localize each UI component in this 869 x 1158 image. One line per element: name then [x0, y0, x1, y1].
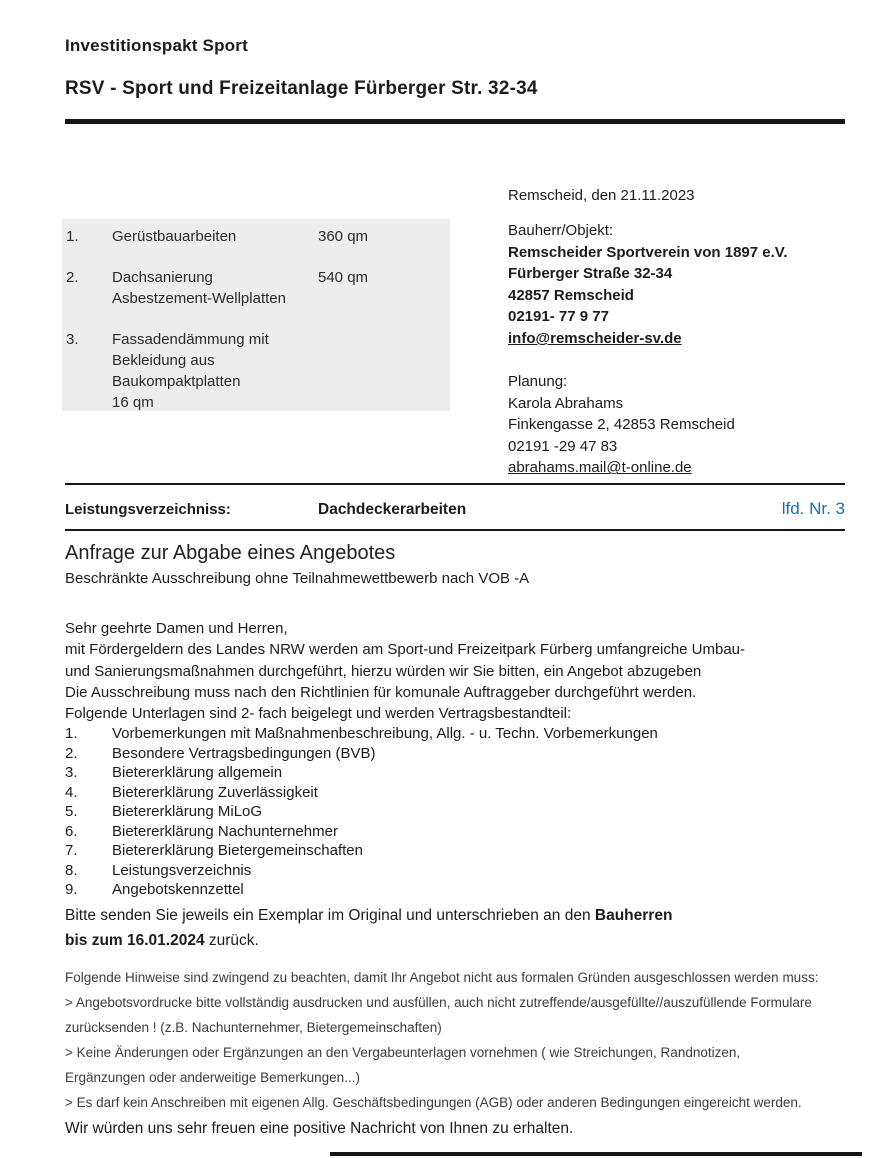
- return-note-text: zurück.: [204, 932, 259, 949]
- attachment-item: 1. Vorbemerkungen mit Maßnahmenbeschreibung, Allg. - u. Techn. Vorbemerkungen: [65, 725, 658, 742]
- work-item: [66, 267, 450, 309]
- client-street: Fürberger Straße 32-34: [508, 265, 673, 283]
- header-rule: [65, 119, 845, 124]
- return-note: [65, 903, 845, 953]
- closing-line: Wir würden uns sehr freuen eine positive Nachricht von Ihnen zu erhalten.: [65, 1120, 574, 1137]
- client-phone: 02191- 77 9 77: [508, 308, 609, 326]
- planner-label: Planung:: [508, 373, 568, 390]
- work-item-description: Gerüstbauarbeiten: [112, 228, 237, 245]
- hint-line: > Keine Änderungen oder Ergänzungen an den Vergabeunterlagen vornehmen ( wie Streichungen, Randnotizen,: [65, 1045, 741, 1060]
- attachments-section: [65, 703, 845, 900]
- divider-rule-top: [65, 483, 845, 485]
- work-item-quantity: [318, 329, 450, 413]
- lv-row: [65, 499, 845, 519]
- work-item: [66, 329, 450, 413]
- lv-trade: Dachdeckerarbeiten: [318, 501, 467, 518]
- request-title: Anfrage zur Abgabe eines Angebotes: [65, 542, 396, 564]
- planner-block: [508, 371, 735, 479]
- return-note-text: Bitte senden Sie jeweils ein Exemplar im Original und unterschrieben an den: [65, 907, 595, 924]
- planner-email-link[interactable]: abrahams.mail@t-online.de: [508, 459, 692, 477]
- planner-address: Finkengasse 2, 42853 Remscheid: [508, 416, 735, 434]
- return-note-recipient: Bauherren: [594, 907, 673, 924]
- page-bottom-rule: [330, 1152, 862, 1156]
- header-object-title: RSV - Sport und Freizeitanlage Fürberger Str. 32-34: [65, 78, 538, 99]
- work-item-description: Dachsanierung Asbestzement-Wellplatten: [112, 269, 286, 307]
- client-email-link[interactable]: info@remscheider-sv.de: [508, 329, 682, 347]
- salutation: Sehr geehrte Damen und Herren,: [65, 620, 288, 637]
- lv-number: lfd. Nr. 3: [781, 499, 845, 518]
- document-header: [65, 36, 538, 100]
- attachment-item: 7. Bietererklärung Bietergemeinschaften: [65, 842, 363, 859]
- body-line: mit Fördergeldern des Landes NRW werden am Sport-und Freizeitpark Fürberg umfangreiche Umbau-: [65, 641, 746, 659]
- attachment-item: 5. Bietererklärung MiLoG: [65, 803, 263, 820]
- work-item-quantity: 360 qm: [318, 228, 369, 245]
- return-note-deadline: bis zum 16.01.2024: [65, 932, 205, 949]
- work-item-number: 1.: [66, 228, 79, 245]
- attachment-item: 3. Bietererklärung allgemein: [65, 764, 283, 781]
- attachments-intro: Folgende Unterlagen sind 2- fach beigelegt und werden Vertragsbestandteil:: [65, 705, 572, 722]
- client-block: [508, 220, 788, 350]
- attachment-item: 4. Bietererklärung Zuverlässigkeit: [65, 783, 318, 801]
- client-label: Bauherr/Objekt:: [508, 222, 614, 239]
- divider-rule-bottom: [65, 529, 845, 531]
- client-city: 42857 Remscheid: [508, 286, 634, 304]
- planner-phone: 02191 -29 47 83: [508, 437, 618, 455]
- hint-line: > Es darf kein Anschreiben mit eigenen Allg. Geschäftsbedingungen (AGB) oder anderen Bedingungen eingereicht werden.: [65, 1095, 802, 1110]
- planner-name: Karola Abrahams: [508, 394, 624, 412]
- request-subtitle: Beschränkte Ausschreibung ohne Teilnahmewettbewerb nach VOB -A: [65, 570, 530, 587]
- work-item: [66, 226, 450, 247]
- hint-line: Folgende Hinweise sind zwingend zu beachten, damit Ihr Angebot nicht aus formalen Gründen ausgeschlossen werden muss:: [65, 970, 819, 985]
- hint-line: zurücksenden ! (z.B. Nachunternehmer, Bietergemeinschaften): [65, 1020, 442, 1035]
- hints-section: [65, 965, 855, 1115]
- attachment-item: 8. Leistungsverzeichnis: [65, 861, 252, 879]
- work-item-number: 3.: [66, 331, 79, 348]
- work-item-description: Fassadendämmung mit Bekleidung aus Baukompaktplatten 16 qm: [112, 331, 269, 411]
- lv-label: Leistungsverzeichniss:: [65, 501, 231, 518]
- letter-body: [65, 618, 845, 703]
- body-line: Die Ausschreibung muss nach den Richtlinien für komunale Auftraggeber durchgeführt werden.: [65, 683, 697, 701]
- header-project-title: Investitionspakt Sport: [65, 36, 248, 55]
- hint-line: > Angebotsvordrucke bitte vollständig ausdrucken und ausfüllen, auch nicht zutreffende/ausgefüllte//auszufüllende Formulare: [65, 995, 812, 1010]
- work-items-box: [62, 219, 450, 411]
- work-item-quantity: 540 qm: [318, 269, 369, 286]
- work-item-number: 2.: [66, 269, 79, 286]
- attachment-item: 9. Angebotskennzettel: [65, 881, 244, 898]
- request-section: [65, 542, 529, 587]
- hint-line: Ergänzungen oder anderweitige Bemerkungen...): [65, 1070, 360, 1085]
- attachment-item: 2. Besondere Vertragsbedingungen (BVB): [65, 744, 376, 762]
- date-line: Remscheid, den 21.11.2023: [508, 187, 695, 204]
- body-line: und Sanierungsmaßnahmen durchgeführt, hierzu würden wir Sie bitten, ein Angebot abzugeben: [65, 662, 702, 680]
- client-name: Remscheider Sportverein von 1897 e.V.: [508, 243, 788, 261]
- attachment-item: 6. Bietererklärung Nachunternehmer: [65, 822, 338, 840]
